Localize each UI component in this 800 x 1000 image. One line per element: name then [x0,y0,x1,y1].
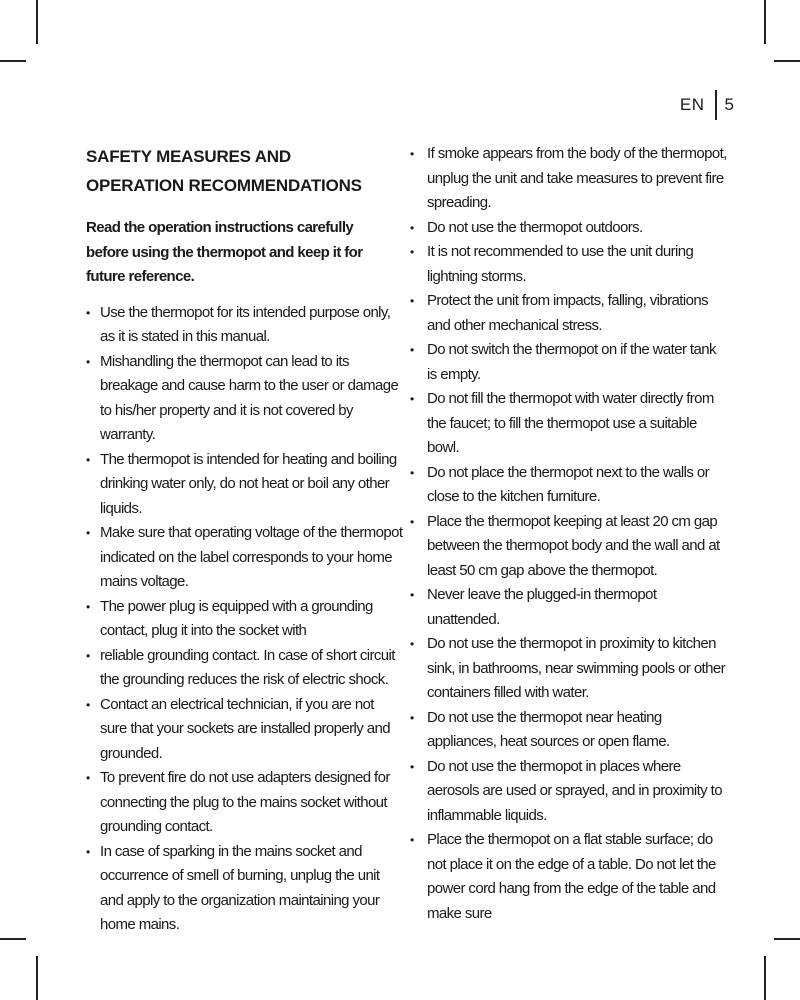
bullet-icon: • [86,452,90,467]
intro-text: Read the operation instructions carefully before using the thermopot and keep it for future reference. [86,219,363,285]
bullet-icon: • [410,514,414,529]
list-item-text: Place the thermopot keeping at least 20 cm gap between the thermopot body and the wall and at least 50 cm gap above the thermopot. [427,512,720,579]
list-item-text: Do not use the thermopot near heating appliances, heat sources or open flame. [427,708,670,750]
bullet-icon: • [86,354,90,369]
safety-list-left [86,301,404,938]
crop-mark [774,60,800,62]
page-number: 5 [724,95,734,114]
list-item-text: Place the thermopot on a flat stable surface; do not place it on the edge of a table. Do not let the power cord hang from the edge of the table and make sure [427,831,716,922]
list-item-text: It is not recommended to use the unit during lightning storms. [427,243,694,285]
list-item [86,766,404,840]
bullet-icon: • [86,844,90,859]
list-item [410,338,728,387]
bullet-icon: • [86,599,90,614]
list-item-text: Never leave the plugged-in thermopot unattended. [427,586,657,628]
list-item-text: The power plug is equipped with a grounding contact, plug it into the socket with [100,597,373,639]
list-item-text: In case of sparking in the mains socket and occurrence of smell of burning, unplug the unit and apply to the organization maintaining your home mains. [100,842,380,933]
list-item [86,644,404,693]
list-item-text: Make sure that operating voltage of the thermopot indicated on the label corresponds to your home mains voltage. [100,524,403,590]
list-item [410,387,728,461]
list-item [410,289,728,338]
list-item [410,510,728,584]
list-item [410,828,728,926]
left-column [86,142,404,938]
bullet-icon: • [410,343,414,357]
list-item [86,350,404,448]
bullet-icon: • [86,305,90,320]
list-item [410,583,728,632]
bullet-icon: • [410,147,414,161]
list-item [86,301,404,350]
bullet-icon: • [410,833,414,847]
bullet-icon: • [410,392,414,406]
list-item [410,461,728,510]
safety-list-right [410,142,728,926]
bullet-icon: • [410,220,414,235]
list-item-text: Do not use the thermopot outdoors. [427,218,643,236]
crop-mark [764,956,766,1000]
list-item [86,448,404,522]
header-divider [715,90,717,120]
list-item [410,216,728,241]
list-item-text: Mishandling the thermopot can lead to its breakage and cause harm to the user or damage to his/her property and it is not covered by warranty. [100,352,399,443]
list-item-text: Do not place the thermopot next to the walls or close to the kitchen furniture. [427,463,709,505]
list-item [86,521,404,595]
list-item [86,595,404,644]
list-item-text: If smoke appears from the body of the thermopot, unplug the unit and take measures to prevent fire spreading. [427,145,727,211]
bullet-icon: • [86,526,90,540]
list-item [410,142,728,216]
list-item [410,632,728,706]
bullet-icon: • [86,648,90,663]
list-item-text: The thermopot is intended for heating and boiling drinking water only, do not heat or boil any other liquids. [100,450,397,517]
crop-mark [36,0,38,44]
bullet-icon: • [410,245,414,259]
list-item-text: Contact an electrical technician, if you are not sure that your sockets are installed properly and grounded. [100,695,390,762]
bullet-icon: • [410,294,414,308]
bullet-icon: • [410,759,414,774]
list-item-text: Do not use the thermopot in places where aerosols are used or sprayed, and in proximity to inflammable liquids. [427,757,722,824]
bullet-icon: • [410,710,414,725]
list-item [86,693,404,767]
language-code: EN [679,95,705,114]
section-title: SAFETY MEASURES AND OPERATION RECOMMENDATIONS [86,147,362,195]
list-item-text: reliable grounding contact. In case of short circuit the grounding reduces the risk of electric shock. [100,646,395,688]
list-item-text: Use the thermopot for its intended purpose only, as it is stated in this manual. [100,303,391,345]
crop-mark [0,938,26,940]
crop-mark [774,938,800,940]
bullet-icon: • [410,465,414,480]
list-item [410,755,728,829]
bullet-icon: • [410,637,414,651]
bullet-icon: • [410,588,414,602]
crop-mark [36,956,38,1000]
list-item-text: Do not switch the thermopot on if the water tank is empty. [427,341,716,383]
list-item [410,240,728,289]
crop-mark [764,0,766,44]
list-item-text: Do not use the thermopot in proximity to kitchen sink, in bathrooms, near swimming pools or other containers filled with water. [427,635,726,701]
list-item [86,840,404,938]
bullet-icon: • [86,697,90,712]
crop-mark [0,60,26,62]
page-header [680,90,734,120]
list-item-text: Do not fill the thermopot with water directly from the faucet; to fill the thermopot use a suitable bowl. [427,390,714,456]
list-item [410,706,728,755]
bullet-icon: • [86,771,90,785]
right-column [410,142,728,926]
list-item-text: Protect the unit from impacts, falling, vibrations and other mechanical stress. [427,292,708,334]
list-item-text: To prevent fire do not use adapters designed for connecting the plug to the mains socket without grounding contact. [100,769,390,835]
